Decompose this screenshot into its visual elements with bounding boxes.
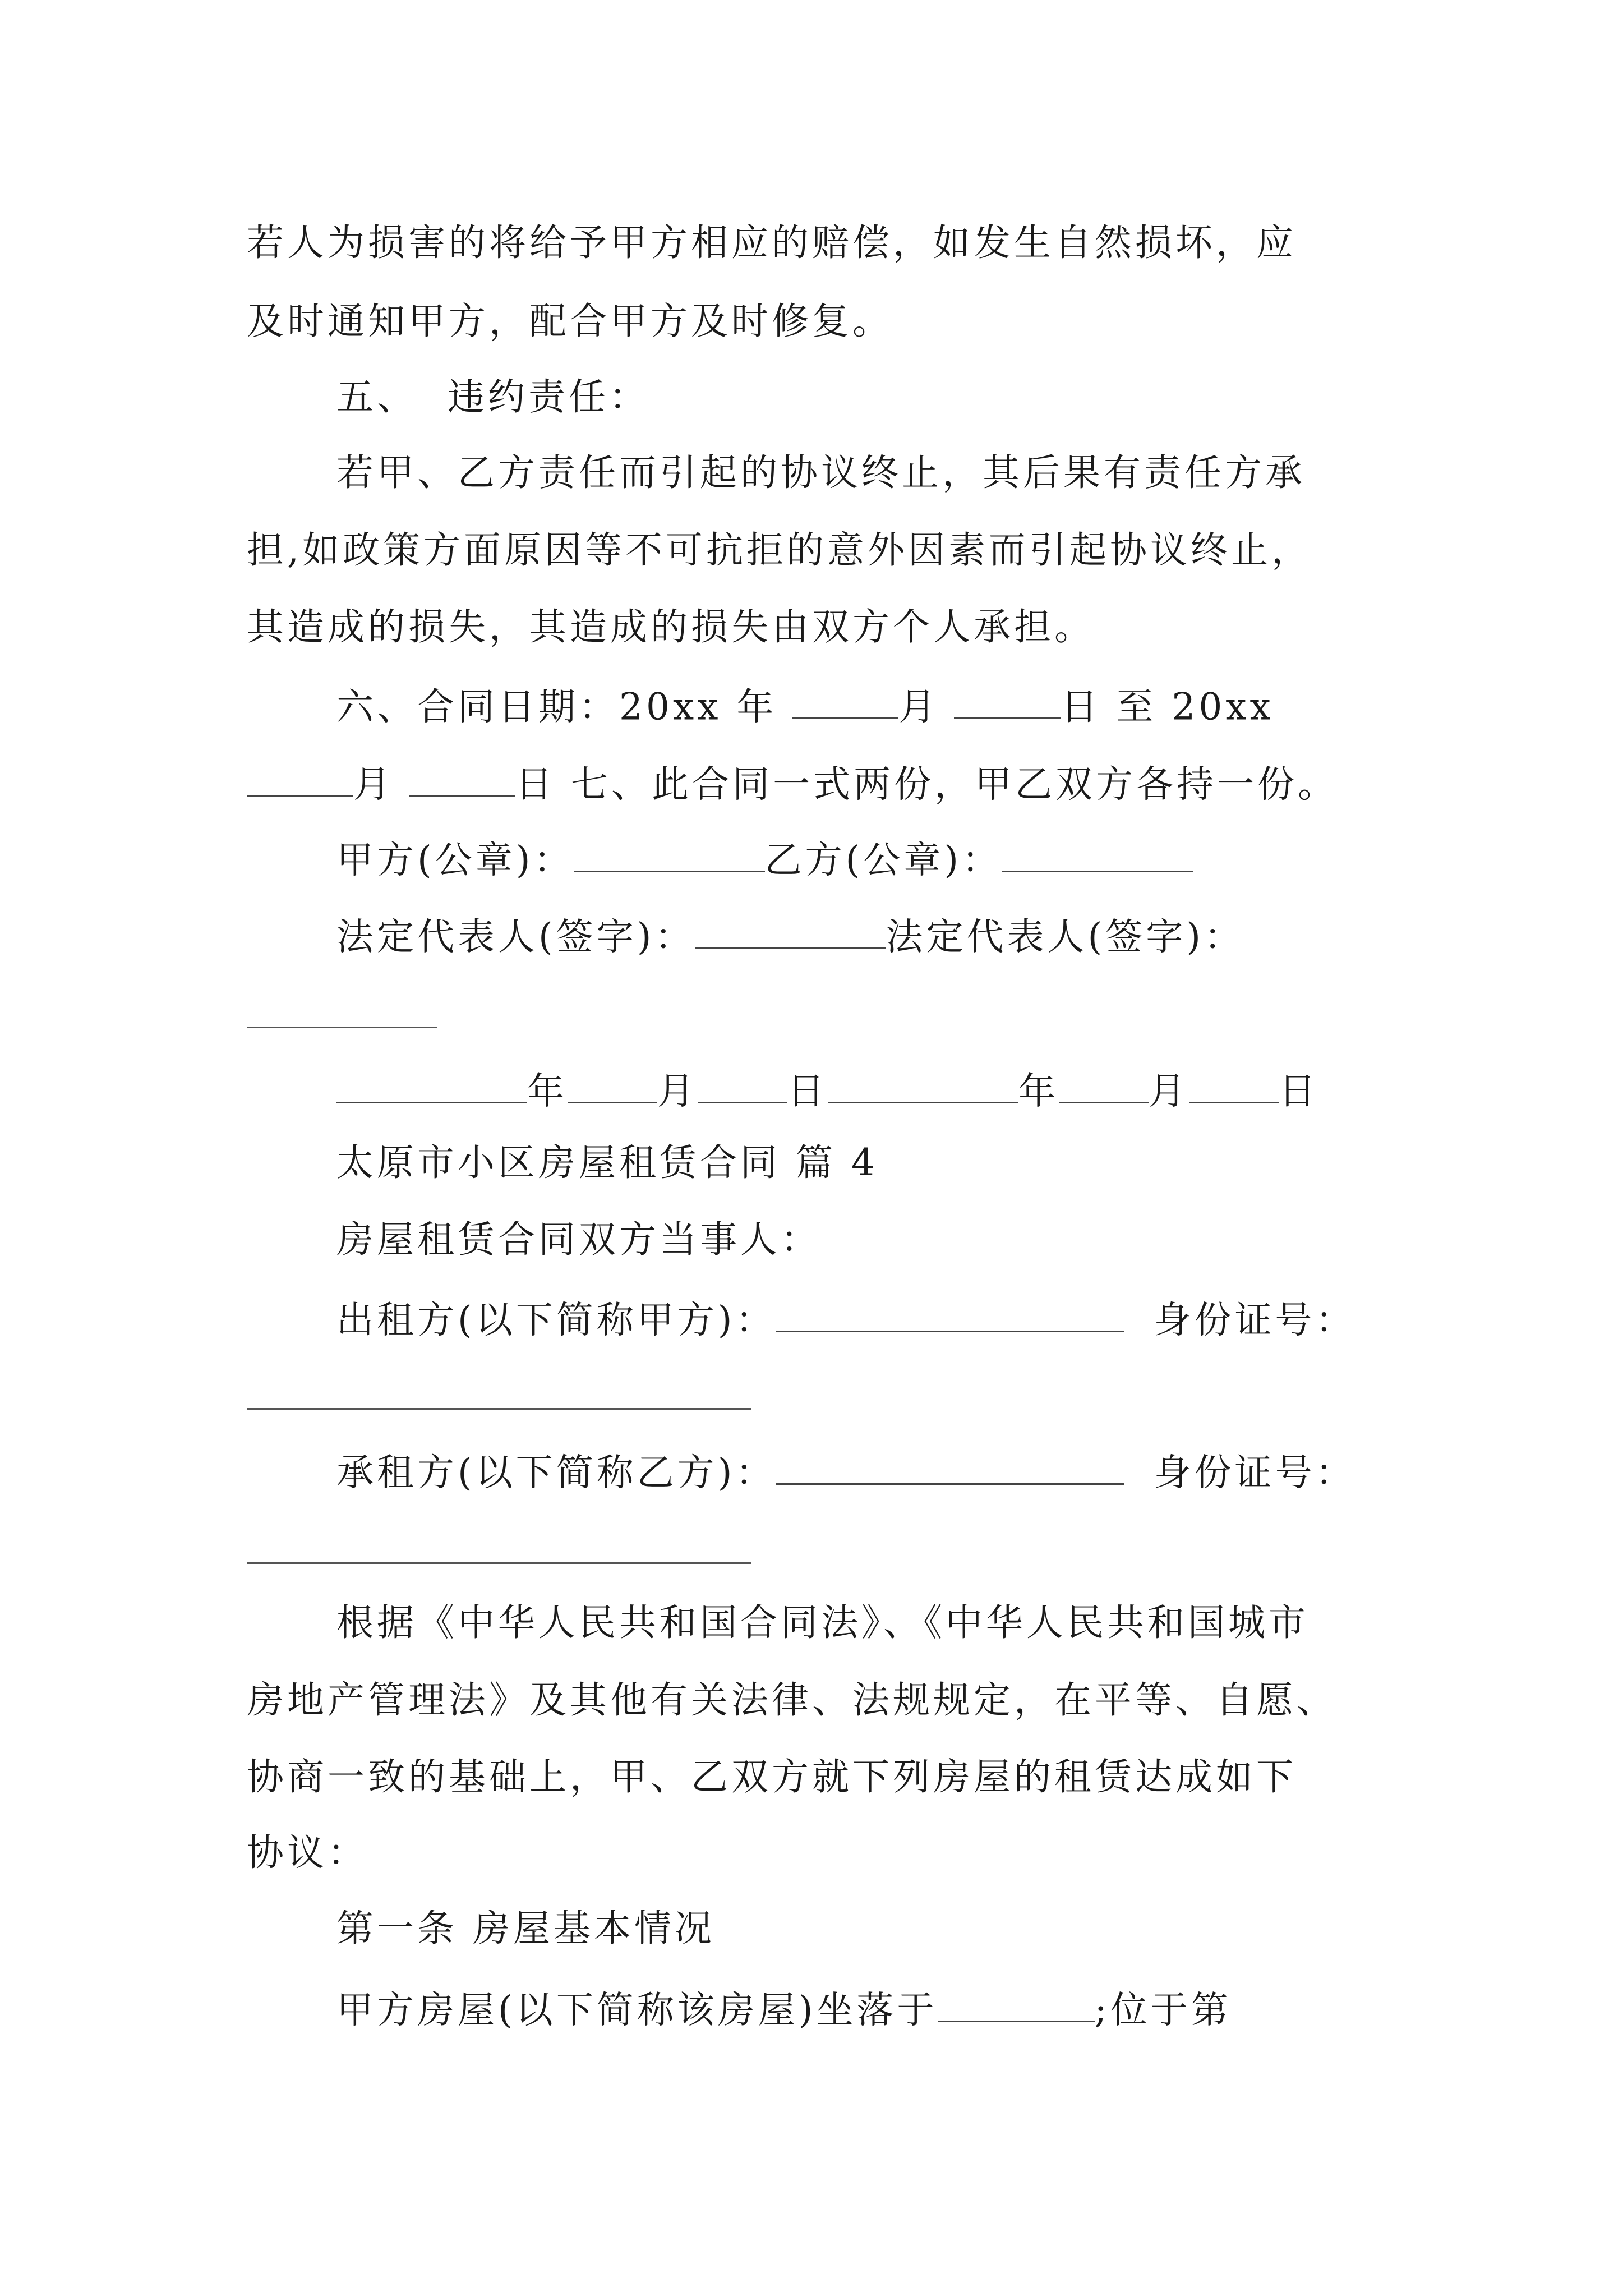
lessor-name-blank — [776, 1297, 1124, 1332]
paragraph-line: 其造成的损失，其造成的损失由双方个人承担。 — [247, 605, 1095, 648]
lessee-id-label: 身份证号： — [1154, 1451, 1356, 1494]
paragraph-line: 若甲、乙方责任而引起的协议终止，其后果有责任方承 — [336, 451, 1306, 494]
location-label: 甲方房屋(以下简称该房屋)坐落于 — [336, 1988, 938, 2032]
day-blank — [409, 762, 515, 797]
day-blank — [1189, 1069, 1279, 1103]
contract-date-line-2 — [247, 762, 1338, 806]
month-label: 月 — [1149, 1069, 1189, 1113]
day-blank — [954, 684, 1061, 719]
location-blank — [938, 1987, 1095, 2022]
lessee-id-blank — [247, 1562, 751, 1564]
article-heading: 第一条 房屋基本情况 — [336, 1907, 715, 1950]
seal-line — [336, 838, 1193, 882]
month-blank — [1059, 1069, 1149, 1103]
lessee-line — [336, 1450, 1356, 1494]
paragraph-line: 房地产管理法》及其他有关法律、法规规定，在平等、自愿、 — [247, 1678, 1337, 1722]
lessee-name-blank — [776, 1450, 1124, 1485]
month-label: 月 — [353, 762, 409, 806]
party-a-seal-label: 甲方(公章)： — [336, 838, 574, 882]
day-label: 日 至 20xx — [1061, 685, 1274, 729]
lessor-line — [336, 1297, 1356, 1342]
section-title: 太原市小区房屋租赁合同 篇 4 — [336, 1141, 878, 1184]
signature-blank-line — [247, 1027, 437, 1028]
month-blank — [568, 1069, 657, 1103]
signing-date-line — [336, 1069, 1319, 1113]
month-label: 月 — [898, 685, 955, 729]
year-blank — [336, 1069, 527, 1103]
party-b-rep-label: 法定代表人(签字)： — [886, 915, 1244, 959]
representative-line — [336, 914, 1244, 959]
date-label: 六、合同日期：20xx 年 — [336, 685, 792, 729]
floor-label: ;位于第 — [1094, 1988, 1232, 2032]
paragraph-line: 协商一致的基础上，甲、乙双方就下列房屋的租赁达成如下 — [247, 1755, 1297, 1798]
property-location-line — [336, 1987, 1232, 2032]
party-b-seal-blank — [1002, 838, 1193, 872]
paragraph-line: 根据《中华人民共和国合同法》、《中华人民共和国城市 — [336, 1601, 1309, 1644]
section-heading: 五、 违约责任： — [336, 375, 649, 418]
paragraph-line: 协议： — [247, 1831, 368, 1874]
party-a-rep-label: 法定代表人(签字)： — [336, 915, 695, 959]
day-label: 日 — [787, 1069, 828, 1113]
lessor-id-label: 身份证号： — [1154, 1298, 1356, 1342]
month-label: 月 — [657, 1069, 698, 1113]
year-label: 年 — [1018, 1069, 1059, 1113]
paragraph-line: 及时通知甲方，配合甲方及时修复。 — [247, 300, 893, 343]
party-a-seal-blank — [574, 838, 765, 872]
lessor-label: 出租方(以下简称甲方)： — [336, 1298, 776, 1342]
parties-heading: 房屋租赁合同双方当事人： — [336, 1218, 821, 1261]
month-blank — [247, 762, 353, 797]
copies-text: 日 七、此合同一式两份，甲乙双方各持一份。 — [515, 762, 1338, 806]
contract-date-line — [336, 684, 1274, 729]
month-blank — [792, 684, 898, 719]
party-b-seal-label: 乙方(公章)： — [764, 838, 1002, 882]
paragraph-line: 若人为损害的将给予甲方相应的赔偿，如发生自然损坏，应 — [247, 221, 1297, 264]
year-label: 年 — [527, 1069, 568, 1113]
day-label: 日 — [1279, 1069, 1319, 1113]
party-a-rep-blank — [695, 914, 886, 949]
year-blank — [828, 1069, 1018, 1103]
lessor-id-blank — [247, 1408, 751, 1410]
lessee-label: 承租方(以下简称乙方)： — [336, 1451, 776, 1494]
day-blank — [698, 1069, 787, 1103]
paragraph-line: 担,如政策方面原因等不可抗拒的意外因素而引起协议终止， — [247, 528, 1312, 572]
